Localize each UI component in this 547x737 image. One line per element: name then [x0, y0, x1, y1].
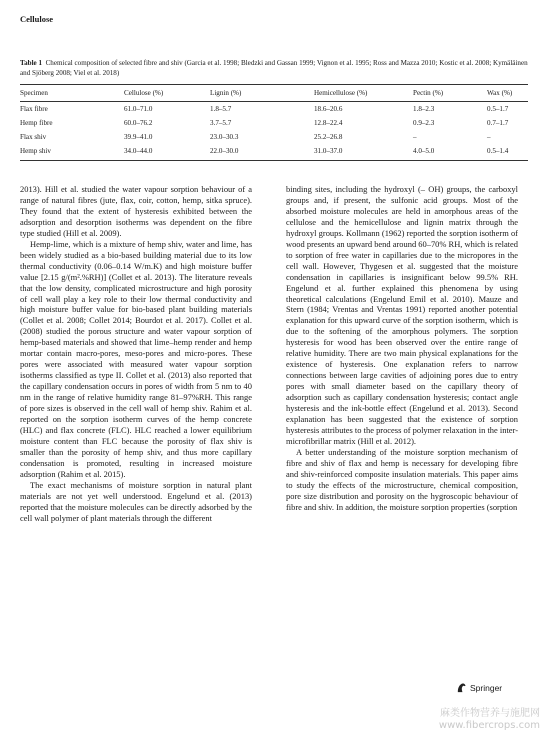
table-cell: 4.0–5.0 [413, 144, 487, 160]
table-cell: – [413, 133, 417, 141]
paragraph: The exact mechanisms of moisture sorption in natural plant materials are not yet well understood. Engelund et al. (2013) reported that the moisture molecules can be directly adsorbed by the cell wall polymer of plant materials through the different [20, 479, 252, 523]
column-header: Pectin (%) [413, 85, 487, 102]
table-cell: Flax fibre [20, 105, 48, 113]
table-row [20, 144, 528, 160]
table-row [20, 116, 528, 130]
paragraph: A better understanding of the moisture sorption mechanism of fibre and shiv of flax and hemp is necessary for developing fibre and shiv-reinforced composite insulation materials. This paper aims to study the effects of the microstructure, chemical composition, pore size distribution and porosity on the hygroscopic behaviour of fibre and shiv. In addition, the moisture sorption properties (sorption [286, 446, 518, 512]
paragraph: binding sites, including the hydroxyl (– OH) groups, the carboxyl groups and, if present, the sulfonic acid groups. Most of the absorbed moisture molecules are held in amorphous areas of the cellulose and the hemicellulose and lignin matrix through the hydroxyl groups. Kollmann (1962) reported the sorption isotherm of wood presents an upward bend around 60–70% RH, which is related to sorption of free water in capillaries due to the micropores in the cell wall. However, Thygesen et al. suggested that the moisture condensation in capillaries is insignificant below 99.5% RH. Engelund et al. further explained this phenomena by using theoretical calculations (Engelund Emil et al. 2010). Mauze and Stern (1984; Vrentas and Vrentas 1991) reported another potential explanation for this upward curve of the sorption isotherm, which is due to the softening of the amorphous polymers. The sorption hysteresis for wood has been observed over the entire range of relative humidity. There are two main physical explanations for the existence of hysteresis. One explanation refers to narrow connections between large cavities of adjoining pores due to entry pores with small diameter based on the capillary theory of adsorption such as capillary condensation hysteresis; contact angle hysteresis and the ink-bottle effect (Engelund et al. 2013). Second explanation has been suggested that the existence of sorption hysteresis attributes to the process of polymer relaxation in the inter-microfibrillar matrix (Hill et al. 2012). [286, 184, 518, 446]
paragraph: Hemp-lime, which is a mixture of hemp shiv, water and lime, has been widely studied as a bio-based building material due to its low thermal conductivity (0.06–0.14 W/m.K) and high moisture buffer value [2.15 g/(m².%RH)] (Collet et al. 2013). The literature reveals that the low density, complicated microstructure and high porosity of cell wall play a key role to their low thermal conductivity and high moisture buffer value for bio-based plant building materials (Collet et al. 2008; Collet 2014; Bourdot et al. 2017). Collet et al. (2008) studied the porous structure and water vapour sorption of hemp-based materials and showed that lime–hemp render and hemp mortar contain macro-pores, meso-pores and micro-pores. These pores were associated with measured water vapour sorption isotherms classified as type II. Collet et al. (2013) also reported that the capillary condensation occurs in pores of width from 5 nm to 40 nm in the range of relative humidity range 81–97%RH. This range of pore sizes is observed in the cell wall of hemp shiv. Rahim et al. reported on the sorption isotherm curves of the hemp concrete (HLC) and flax concrete (FLC). HLC reached a lower equilibrium moisture content than FLC because the porosity of flax shiv is smaller than the porosity of hemp shiv, and thus more capillary condensation is promoted, resulting in increased moisture adsorption (Rahim et al. 2015). [20, 238, 252, 479]
body-column-right [286, 184, 518, 513]
table-cell: 18.6–20.6 [314, 105, 343, 113]
publisher-logo [456, 682, 502, 693]
table-cell: 0.5–1.4 [487, 144, 528, 160]
table-cell: 31.0–37.0 [314, 144, 413, 160]
table-header-row [20, 85, 528, 102]
table-cell: 1.8–2.3 [413, 105, 435, 113]
paragraph: 2013). Hill et al. studied the water vapour sorption behaviour of a range of natural fibres (jute, flax, coir, cotton, hemp, sitka spruce). They found that the extent of hysteresis exhibited between the adsorption and desorption isotherms was dependent on the fibre type studied (Hill et al. 2009). [20, 184, 252, 238]
table-cell: Hemp shiv [20, 144, 124, 160]
column-header: Cellulose (%) [124, 85, 210, 102]
column-header: Hemicellulose (%) [314, 85, 413, 102]
table-cell: – [487, 133, 491, 141]
watermark [410, 708, 540, 732]
table-cell: 0.9–2.3 [413, 119, 435, 127]
table-cell: Hemp fibre [20, 119, 53, 127]
column-header: Wax (%) [487, 85, 528, 102]
table-cell: 0.7–1.7 [487, 119, 509, 127]
publisher-name: Springer [470, 682, 503, 693]
table-row [20, 102, 528, 117]
table-cell: 1.8–5.7 [210, 105, 232, 113]
table-cell: Flax shiv [20, 133, 47, 141]
table-row [20, 130, 528, 144]
table-cell: 0.5–1.7 [487, 105, 509, 113]
table-caption-text: Chemical composition of selected fibre and shiv (Garcia et al. 1998; Bledzki and Gassan 1999; Vignon et al. 1995; Ross and Mazza 2010; Kostic et al. 2008; Kymäläinen and Sjöberg 2008; Viel et al. 2018) [20, 59, 528, 77]
table-cell: 61.0–71.0 [124, 105, 153, 113]
watermark-line: 麻类作物营养与施肥网 [440, 708, 540, 719]
table-caption [20, 58, 528, 78]
table-caption-label: Table 1 [20, 59, 43, 67]
table-cell: 23.0–30.3 [210, 133, 239, 141]
body-column-left [20, 184, 252, 524]
composition-table [20, 84, 528, 161]
table-cell: 25.2–26.8 [314, 133, 343, 141]
table-cell: 3.7–5.7 [210, 119, 232, 127]
journal-header: Cellulose [20, 14, 54, 24]
column-header: Specimen [20, 85, 124, 102]
springer-horse-icon [456, 682, 467, 693]
table-cell: 34.0–44.0 [124, 144, 210, 160]
table-cell: 60.0–76.2 [124, 119, 153, 127]
table-cell: 22.0–30.0 [210, 144, 314, 160]
table-cell: 12.8–22.4 [314, 119, 343, 127]
column-header: Lignin (%) [210, 85, 314, 102]
table-cell: 39.9–41.0 [124, 133, 153, 141]
watermark-line: www.fibercrops.com [438, 720, 540, 731]
